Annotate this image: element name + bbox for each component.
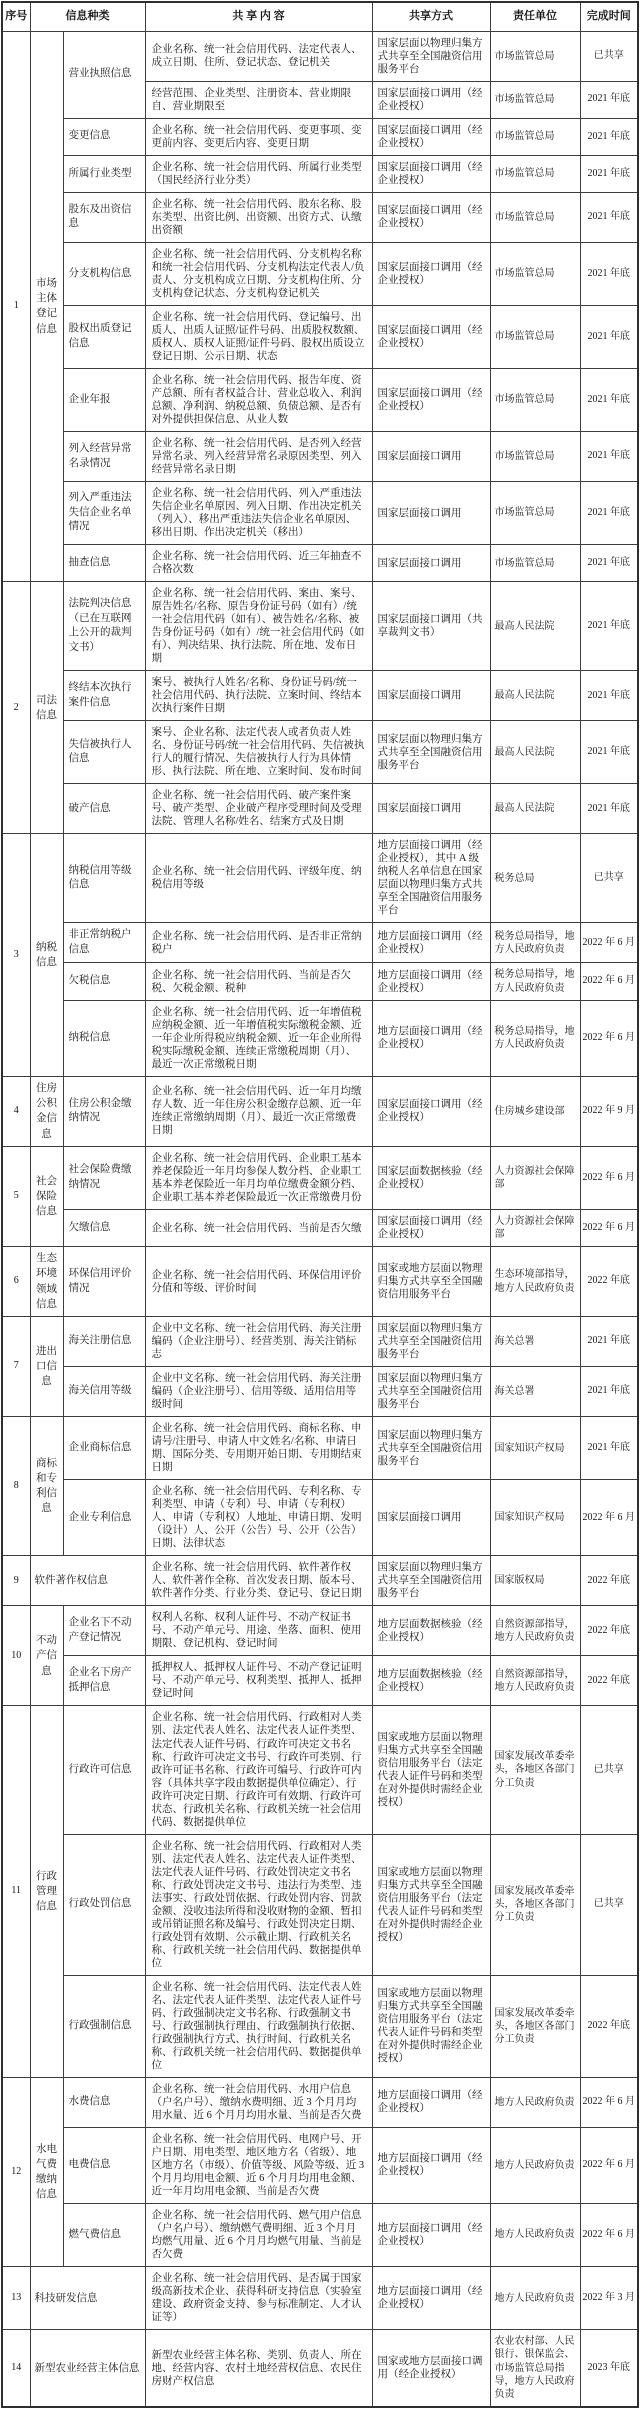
table-row (2, 31, 638, 81)
table-row (2, 1247, 638, 1317)
table-row (2, 923, 638, 963)
content-cell: 企业名称、统一社会信用代码、变更事项、变更前内容、变更后内容、变更日期 (145, 118, 372, 155)
unit-cell: 国家版权局 (490, 1556, 580, 1606)
method-cell: 国家层面接口调用（经企业授权） (372, 368, 490, 431)
serial-cell: 4 (2, 1076, 30, 1146)
unit-cell: 市场监管总局 (490, 432, 580, 482)
unit-cell: 地方人民政府负责 (490, 2077, 580, 2127)
time-cell: 2021 年底 (580, 118, 638, 155)
subtype-cell: 行政处罚信息 (63, 1834, 145, 1975)
serial-cell: 12 (2, 2077, 30, 2266)
time-cell: 2021 年底 (580, 432, 638, 482)
content-cell: 企业名称、统一社会信用代码、近一年月均缴存人数、近一年住房公积金缴存总额、近一年连续正常缴纳周期（月）、最近一次正常缴费日期 (145, 1076, 372, 1146)
content-cell: 新型农业经营主体名称、类别、负责人、所在地、经营内容、农村土地经营权信息、农民住房财产权信息 (145, 2330, 372, 2407)
subtype-cell: 行政许可信息 (63, 1706, 145, 1834)
time-cell: 已共享 (580, 31, 638, 81)
unit-cell: 市场监管总局 (490, 192, 580, 242)
time-cell: 2022 年 6 月 (580, 2077, 638, 2127)
method-cell: 国家层面接口调用（经企业授权） (372, 305, 490, 368)
serial-cell: 14 (2, 2330, 30, 2407)
subtype-cell: 欠缴信息 (63, 1209, 145, 1246)
info-sharing-table (1, 1, 639, 2408)
col-header-category: 信息种类 (30, 2, 145, 31)
method-cell: 地方层面接口调用（经企业授权） (372, 2204, 490, 2267)
method-cell: 国家或地方层面以物理归集方式共享至全国融资信用服务平台 (372, 1247, 490, 1317)
time-cell: 2022 年 6 月 (580, 1146, 638, 1209)
content-cell: 企业名称、统一社会信用代码、企业职工基本养老保险近一年月均参保人数分档、企业职工基本养老保险近一年月均单位缴费金额分档、企业职工基本养老保险最近一次正常缴费月份 (145, 1146, 372, 1209)
category-cell: 不动产信息 (30, 1606, 63, 1706)
time-cell: 2021 年底 (580, 482, 638, 545)
subtype-cell: 非正常纳税户信息 (63, 923, 145, 963)
subtype-cell: 环保信用评价情况 (63, 1247, 145, 1317)
subtype-cell: 企业专利信息 (63, 1480, 145, 1556)
header-row (2, 2, 638, 31)
subtype-cell: 海关注册信息 (63, 1317, 145, 1367)
method-cell: 国家层面接口调用 (372, 784, 490, 834)
table-row (2, 1317, 638, 1367)
time-cell: 2021 年底 (580, 721, 638, 784)
unit-cell: 地方人民政府负责 (490, 2204, 580, 2267)
category-cell: 行政管理信息 (30, 1706, 63, 2077)
subtype-cell: 股权出质登记信息 (63, 305, 145, 368)
subtype-cell: 纳税信息 (63, 1000, 145, 1076)
unit-cell: 住房城乡建设部 (490, 1076, 580, 1146)
subtype-cell: 变更信息 (63, 118, 145, 155)
content-cell: 企业名称、统一社会信用代码、分支机构名称和统一社会信用代码、分支机构法定代表人/负责人、分支机构成立日期、分支机构住所、分支机构登记状态、分支机构登记机关 (145, 242, 372, 305)
table-row (2, 1000, 638, 1076)
content-cell: 案号、被执行人姓名/名称、身份证号码/统一社会信用代码、执行法院、立案时间、终结本次执行案件日期 (145, 671, 372, 721)
subtype-cell: 终结本次执行案件信息 (63, 671, 145, 721)
content-cell: 企业名称、统一社会信用代码、燃气用户信息（户名户号）、缴纳燃气费明细、近 3 个月月均燃气用量、近 6 个月月均燃气用量、当前是否欠费 (145, 2204, 372, 2267)
subtype-cell: 社会保险费缴纳情况 (63, 1146, 145, 1209)
category-cell: 商标和专利信息 (30, 1417, 63, 1556)
unit-cell: 市场监管总局 (490, 118, 580, 155)
unit-cell: 市场监管总局 (490, 31, 580, 81)
method-cell: 国家层面数据核验（经企业授权） (372, 1146, 490, 1209)
content-cell: 权利人名称、权利人证件号、不动产权证书号、不动产单元号、用途、坐落、面积、使用期限、登记机构、登记时间 (145, 1606, 372, 1656)
col-header-content: 共 享 内 容 (145, 2, 372, 31)
content-cell: 企业名称、统一社会信用代码、列入严重违法失信企业名单原因、列入日期、作出决定机关（列入）、移出严重违法失信企业名单原因、移出日期、作出决定机关（移出） (145, 482, 372, 545)
method-cell: 国家层面接口调用（经企业授权） (372, 1209, 490, 1246)
content-cell: 经营范围、企业类型、注册资本、营业期限自、营业期限至 (145, 81, 372, 118)
table-row (2, 118, 638, 155)
category-cell: 市场主体登记信息 (30, 31, 63, 582)
subtype-cell: 列入严重违法失信企业名单情况 (63, 482, 145, 545)
unit-cell: 税务总局指导，地方人民政府负责 (490, 963, 580, 1000)
time-cell: 2022 年 6 月 (580, 2127, 638, 2203)
time-cell: 2021 年底 (580, 582, 638, 671)
serial-cell: 11 (2, 1706, 30, 2077)
method-cell: 国家层面接口调用 (372, 432, 490, 482)
subtype-cell: 纳税信用等级信息 (63, 834, 145, 923)
method-cell: 地方层面接口调用（经企业授权） (372, 1000, 490, 1076)
category-cell: 新型农业经营主体信息 (30, 2330, 145, 2407)
method-cell: 地方层面数据核验（经企业授权） (372, 1606, 490, 1656)
category-cell: 纳税信息 (30, 834, 63, 1077)
category-cell: 社会保险信息 (30, 1146, 63, 1246)
content-cell: 企业名称、统一社会信用代码、法定代表人、成立日期、住所、登记状态、登记机关 (145, 31, 372, 81)
time-cell: 2022 年 3 月 (580, 2267, 638, 2330)
method-cell: 国家层面接口调用（经企业授权） (372, 81, 490, 118)
table-row (2, 2127, 638, 2203)
method-cell: 国家层面以物理归集方式共享至全国融资信用服务平台 (372, 721, 490, 784)
unit-cell: 国家发展改革委牵头，各地区各部门分工负责 (490, 1706, 580, 1834)
serial-cell: 9 (2, 1556, 30, 1606)
content-cell: 企业名称、统一社会信用代码、商标名称、申请号/注册号、申请人中文姓名/名称、申请日期、国际分类、专用期开始日期、专用期结束日期 (145, 1417, 372, 1480)
col-header-unit: 责任单位 (490, 2, 580, 31)
subtype-cell: 列入经营异常名录情况 (63, 432, 145, 482)
unit-cell: 市场监管总局 (490, 155, 580, 192)
time-cell: 2021 年底 (580, 1317, 638, 1367)
table-row (2, 155, 638, 192)
time-cell: 2022 年 9 月 (580, 1076, 638, 1146)
method-cell: 国家或地方层面以物理归集方式共享至全国融资信用服务平台（法定代表人证件号码和类型在对外提供时需经企业授权） (372, 1834, 490, 1975)
content-cell: 案号、企业名称、法定代表人或者负责人姓名、身份证号码/统一社会信用代码、失信被执行人的履行情况、失信被执行人行为具体情形、执行法院、所在地、立案时间、发布时间 (145, 721, 372, 784)
unit-cell: 地方人民政府负责 (490, 2267, 580, 2330)
col-header-time: 完成时间 (580, 2, 638, 31)
content-cell: 企业名称、统一社会信用代码、电网户号、开户日期、用电类型、地区地方名（省级）、地区地方名（市级）、价值等级、风险等级、近 3 个月月均用电金额、近 6 个月月均用电金额、近一年月均用电金额、当前是否欠费 (145, 2127, 372, 2203)
time-cell: 2021 年底 (580, 1417, 638, 1480)
content-cell: 企业中文名称、统一社会信用代码、海关注册编码（企业注册号）、信用等级、适用信用等级时间 (145, 1367, 372, 1417)
time-cell: 2022 年 6 月 (580, 2204, 638, 2267)
subtype-cell: 欠税信息 (63, 963, 145, 1000)
subtype-cell: 电费信息 (63, 2127, 145, 2203)
serial-cell: 8 (2, 1417, 30, 1556)
table-row (2, 834, 638, 923)
content-cell: 企业名称、统一社会信用代码、水用户信息（户名户号）、缴纳水费明细、近 3 个月月均用水量、近 6 个月月均用水量、当前是否欠费 (145, 2077, 372, 2127)
unit-cell: 国家发展改革委牵头，各地区各部门分工负责 (490, 1975, 580, 2077)
table-row (2, 1417, 638, 1480)
table-row (2, 2267, 638, 2330)
table-row (2, 368, 638, 431)
subtype-cell: 营业执照信息 (63, 31, 145, 118)
content-cell: 企业名称、统一社会信用代码、环保信用评价分值和等级、评价时间 (145, 1247, 372, 1317)
content-cell: 企业名称、统一社会信用代码、行政相对人类别、法定代表人姓名、法定代表人证件类型、法定代表人证件号码、行政处罚决定文书名称、行政处罚决定文书号、违法行为类型、违法事实、行政处罚依据、行政处罚内容、罚款金额、没收违法所得和没收财物的金额、暂扣或吊销证照名称及编号、行政处罚决定日期、行政处罚有效期、公示截止期、行政机关名称、行政机关统一社会信用代码、数据提供单位 (145, 1834, 372, 1975)
content-cell: 企业名称、统一社会信用代码、破产案件案号、破产类型、企业破产程序受理时间及受理法院、管理人名称/姓名、结案方式及日期 (145, 784, 372, 834)
subtype-cell: 企业年报 (63, 368, 145, 431)
table-row (2, 784, 638, 834)
method-cell: 国家或地方层面以物理归集方式共享至全国融资信用服务平台（法定代表人证件号码和类型在对外提供时需经企业授权） (372, 1706, 490, 1834)
subtype-cell: 企业名下房产抵押信息 (63, 1656, 145, 1706)
content-cell: 企业名称、统一社会信用代码、近三年抽查不合格次数 (145, 545, 372, 582)
content-cell: 企业名称、统一社会信用代码、是否非正常纳税户 (145, 923, 372, 963)
time-cell: 2022 年 6 月 (580, 963, 638, 1000)
subtype-cell: 抽查信息 (63, 545, 145, 582)
time-cell: 2022 年 6 月 (580, 1000, 638, 1076)
content-cell: 企业名称、统一社会信用代码、专利名称、专利类型、申请（专利）号、申请（专利权）人、申请（专利权）人地址、申请日期、发明（设计）人、公开（公告）号、公开（公告）日期、法律状态 (145, 1480, 372, 1556)
table-row (2, 1480, 638, 1556)
category-cell: 水电气费缴纳信息 (30, 2077, 63, 2266)
unit-cell: 国家知识产权局 (490, 1480, 580, 1556)
content-cell: 企业名称、统一社会信用代码、当前是否欠缴 (145, 1209, 372, 1246)
unit-cell: 市场监管总局 (490, 242, 580, 305)
time-cell: 2021 年底 (580, 155, 638, 192)
table-row (2, 192, 638, 242)
content-cell: 企业名称、统一社会信用代码、案由、案号、原告姓名/名称、原告身份证号码（如有）/统一社会信用代码（如有）、被告姓名/名称、被告身份证号码（如有）/统一社会信用代码（如有）、判决结果、执行法院、所在地、发布日期 (145, 582, 372, 671)
category-cell: 司法信息 (30, 582, 63, 834)
time-cell: 2021 年底 (580, 242, 638, 305)
unit-cell: 地方人民政府负责 (490, 2127, 580, 2203)
unit-cell: 市场监管总局 (490, 482, 580, 545)
method-cell: 国家层面以物理归集方式共享至全国融资信用服务平台 (372, 1556, 490, 1606)
time-cell: 2023 年底 (580, 2330, 638, 2407)
method-cell: 国家层面以物理归集方式共享至全国融资信用服务平台 (372, 1417, 490, 1480)
category-cell: 生态环境领域信息 (30, 1247, 63, 1317)
table-row (2, 1209, 638, 1246)
content-cell: 企业名称、统一社会信用代码、报告年度、资产总额、所有者权益合计、营业总收入、利润总额、净利润、纳税总额、负债总额、是否有对外提供担保信息、从业人数 (145, 368, 372, 431)
table-row (2, 1656, 638, 1706)
time-cell: 2022 年底 (580, 1656, 638, 1706)
table-row (2, 1146, 638, 1209)
col-header-method: 共享方式 (372, 2, 490, 31)
serial-cell: 3 (2, 834, 30, 1077)
time-cell: 2022 年底 (580, 1606, 638, 1656)
time-cell: 2021 年底 (580, 545, 638, 582)
col-header-serial: 序号 (2, 2, 30, 31)
category-cell: 软件著作权信息 (30, 1556, 145, 1606)
unit-cell: 农业农村部、人民银行、银保监会、市场监管总局指导，地方人民政府负责 (490, 2330, 580, 2407)
method-cell: 国家层面接口调用 (372, 545, 490, 582)
time-cell: 2022 年 6 月 (580, 1209, 638, 1246)
time-cell: 已共享 (580, 1706, 638, 1834)
time-cell: 已共享 (580, 834, 638, 923)
content-cell: 企业名称、统一社会信用代码、当前是否欠税、欠税金额、税种 (145, 963, 372, 1000)
subtype-cell: 破产信息 (63, 784, 145, 834)
serial-cell: 10 (2, 1606, 30, 1706)
method-cell: 国家层面接口调用（共享裁判文书） (372, 582, 490, 671)
table-row (2, 1556, 638, 1606)
method-cell: 地方层面接口调用（经企业授权） (372, 2077, 490, 2127)
table-row (2, 482, 638, 545)
method-cell: 国家层面以物理归集方式共享至全国融资信用服务平台 (372, 1317, 490, 1367)
time-cell: 2021 年底 (580, 1367, 638, 1417)
table-row (2, 1834, 638, 1975)
method-cell: 地方层面接口调用（经企业授权） (372, 923, 490, 963)
method-cell: 国家层面接口调用（经企业授权） (372, 155, 490, 192)
method-cell: 地方层面接口调用（经企业授权） (372, 963, 490, 1000)
subtype-cell: 分支机构信息 (63, 242, 145, 305)
subtype-cell: 燃气费信息 (63, 2204, 145, 2267)
content-cell: 企业中文名称、统一社会信用代码、海关注册编码（企业注册号）、经营类别、海关注销标志 (145, 1317, 372, 1367)
unit-cell: 国家知识产权局 (490, 1417, 580, 1480)
unit-cell: 最高人民法院 (490, 784, 580, 834)
time-cell: 2021 年底 (580, 784, 638, 834)
method-cell: 国家层面接口调用 (372, 1480, 490, 1556)
method-cell: 国家层面以物理归集方式共享至全国融资信用服务平台 (372, 31, 490, 81)
table-row (2, 1606, 638, 1656)
content-cell: 企业名称、统一社会信用代码、所属行业类型（国民经济行业分类） (145, 155, 372, 192)
unit-cell: 国家发展改革委牵头，各地区各部门分工负责 (490, 1834, 580, 1975)
unit-cell: 税务总局 (490, 834, 580, 923)
unit-cell: 人力资源社会保障部 (490, 1209, 580, 1246)
unit-cell: 自然资源部指导，地方人民政府负责 (490, 1606, 580, 1656)
unit-cell: 市场监管总局 (490, 545, 580, 582)
table-row (2, 432, 638, 482)
table-row (2, 2330, 638, 2407)
content-cell: 企业名称、统一社会信用代码、法定代表人姓名、法定代表人证件类型、法定代表人证件号码、行政强制决定文书名称、行政强制文书号、行政强制执行理由、行政强制执行依据、行政强制执行方式、执行时间、行政机关名称、行政机关统一社会信用代码、数据提供单位 (145, 1975, 372, 2077)
time-cell: 2022 年底 (580, 1975, 638, 2077)
unit-cell: 人力资源社会保障部 (490, 1146, 580, 1209)
serial-cell: 5 (2, 1146, 30, 1246)
subtype-cell: 海关信用等级 (63, 1367, 145, 1417)
category-cell: 进出口信息 (30, 1317, 63, 1417)
subtype-cell: 股东及出资信息 (63, 192, 145, 242)
table-row (2, 721, 638, 784)
content-cell: 企业名称、统一社会信用代码、软件著作权人、软件著作全称、首次发表日期、版本号、软件著作分类、行业分类、登记号、登记日期 (145, 1556, 372, 1606)
content-cell: 企业名称、统一社会信用代码、是否列入经营异常名录、列入经营异常名录原因类型、列入经营异常名录日期 (145, 432, 372, 482)
subtype-cell: 所属行业类型 (63, 155, 145, 192)
unit-cell: 市场监管总局 (490, 305, 580, 368)
method-cell: 国家层面以物理归集方式共享至全国融资信用服务平台 (372, 1367, 490, 1417)
table-row (2, 545, 638, 582)
unit-cell: 最高人民法院 (490, 582, 580, 671)
method-cell: 国家或地方层面以物理归集方式共享至全国融资信用服务平台（法定代表人证件号码和类型在对外提供时需经企业授权） (372, 1975, 490, 2077)
time-cell: 2021 年底 (580, 192, 638, 242)
unit-cell: 最高人民法院 (490, 671, 580, 721)
subtype-cell: 失信被执行人信息 (63, 721, 145, 784)
time-cell: 2021 年底 (580, 81, 638, 118)
time-cell: 2021 年底 (580, 671, 638, 721)
serial-cell: 1 (2, 31, 30, 582)
table-row (2, 2204, 638, 2267)
subtype-cell: 企业商标信息 (63, 1417, 145, 1480)
table-row (2, 305, 638, 368)
unit-cell: 生态环境部指导，地方人民政府负责 (490, 1247, 580, 1317)
method-cell: 国家层面接口调用（经企业授权） (372, 118, 490, 155)
table-row (2, 1706, 638, 1834)
table-row (2, 1367, 638, 1417)
method-cell: 地方层面数据核验（经企业授权） (372, 1656, 490, 1706)
table-row (2, 242, 638, 305)
content-cell: 企业名称、统一社会信用代码、登记编号、出质人、出质人证照/证件号码、出质股权数额、质权人、质权人证照/证件号码、股权出质设立登记日期、公示日期、状态 (145, 305, 372, 368)
method-cell: 国家层面接口调用 (372, 482, 490, 545)
method-cell: 国家层面接口调用（经企业授权） (372, 242, 490, 305)
time-cell: 2022 年 6 月 (580, 1480, 638, 1556)
content-cell: 抵押权人、抵押权人证件号、不动产登记证明号、不动产单元号、权利类型、抵押人、抵押登记时间 (145, 1656, 372, 1706)
serial-cell: 7 (2, 1317, 30, 1417)
content-cell: 企业名称、统一社会信用代码、近一年增值税应纳税金额、近一年增值税实际缴税金额、近一年企业所得税应纳税金额、近一年企业所得税实际缴税金额、连续正常缴税周期（月）、最近一次正常缴税日期 (145, 1000, 372, 1076)
time-cell: 2021 年底 (580, 305, 638, 368)
unit-cell: 最高人民法院 (490, 721, 580, 784)
method-cell: 地方层面接口调用（经企业授权） (372, 2127, 490, 2203)
unit-cell: 税务总局指导，地方人民政府负责 (490, 1000, 580, 1076)
method-cell: 国家或地方层面接口调用（经企业授权） (372, 2330, 490, 2407)
content-cell: 企业名称、统一社会信用代码、是否属于国家级高新技术企业、获得科研支持信息（实验室建设、政府资金支持、参与标准制定、人才认证等） (145, 2267, 372, 2330)
method-cell: 国家层面接口调用（经企业授权） (372, 1076, 490, 1146)
time-cell: 已共享 (580, 1834, 638, 1975)
subtype-cell: 住房公积金缴纳情况 (63, 1076, 145, 1146)
time-cell: 2022 年 6 月 (580, 923, 638, 963)
unit-cell: 海关总署 (490, 1317, 580, 1367)
table-row (2, 582, 638, 671)
table-row (2, 1975, 638, 2077)
time-cell: 2022 年底 (580, 1247, 638, 1317)
time-cell: 2022 年底 (580, 1556, 638, 1606)
unit-cell: 税务总局指导，地方人民政府负责 (490, 923, 580, 963)
time-cell: 2021 年底 (580, 368, 638, 431)
content-cell: 企业名称、统一社会信用代码、股东名称、股东类型、出资比例、出资额、出资方式、认缴出资额 (145, 192, 372, 242)
content-cell: 企业名称、统一社会信用代码、行政相对人类别、法定代表人姓名、法定代表人证件类型、法定代表人证件号码、行政许可决定文书名称、行政许可决定文书号、行政许可类别、行政许可证书名称、行政许可编号、行政许可内容（具体共享字段由数据提供单位确定）、行政许可决定日期、行政许可有效期、行政许可状态、行政机关名称、行政机关统一社会信用代码、数据提供单位 (145, 1706, 372, 1834)
subtype-cell: 行政强制信息 (63, 1975, 145, 2077)
table-row (2, 2077, 638, 2127)
method-cell: 地方层面接口调用（经企业授权） (372, 2267, 490, 2330)
unit-cell: 海关总署 (490, 1367, 580, 1417)
unit-cell: 市场监管总局 (490, 81, 580, 118)
category-cell: 住房公积金信息 (30, 1076, 63, 1146)
subtype-cell: 水费信息 (63, 2077, 145, 2127)
unit-cell: 自然资源部指导，地方人民政府负责 (490, 1656, 580, 1706)
method-cell: 国家层面接口调用 (372, 671, 490, 721)
serial-cell: 2 (2, 582, 30, 834)
subtype-cell: 法院判决信息（已在互联网上公开的裁判文书） (63, 582, 145, 671)
table-row (2, 1076, 638, 1146)
serial-cell: 6 (2, 1247, 30, 1317)
serial-cell: 13 (2, 2267, 30, 2330)
method-cell: 国家层面接口调用（经企业授权） (372, 192, 490, 242)
method-cell: 地方层面接口调用（经企业授权），其中 A 级纳税人名单信息在国家层面以物理归集方式共享至全国融资信用服务平台 (372, 834, 490, 923)
unit-cell: 市场监管总局 (490, 368, 580, 431)
table-body (2, 31, 638, 2407)
content-cell: 企业名称、统一社会信用代码、评级年度、纳税信用等级 (145, 834, 372, 923)
table-row (2, 671, 638, 721)
subtype-cell: 企业名下不动产登记情况 (63, 1606, 145, 1656)
category-cell: 科技研发信息 (30, 2267, 145, 2330)
table-row (2, 963, 638, 1000)
